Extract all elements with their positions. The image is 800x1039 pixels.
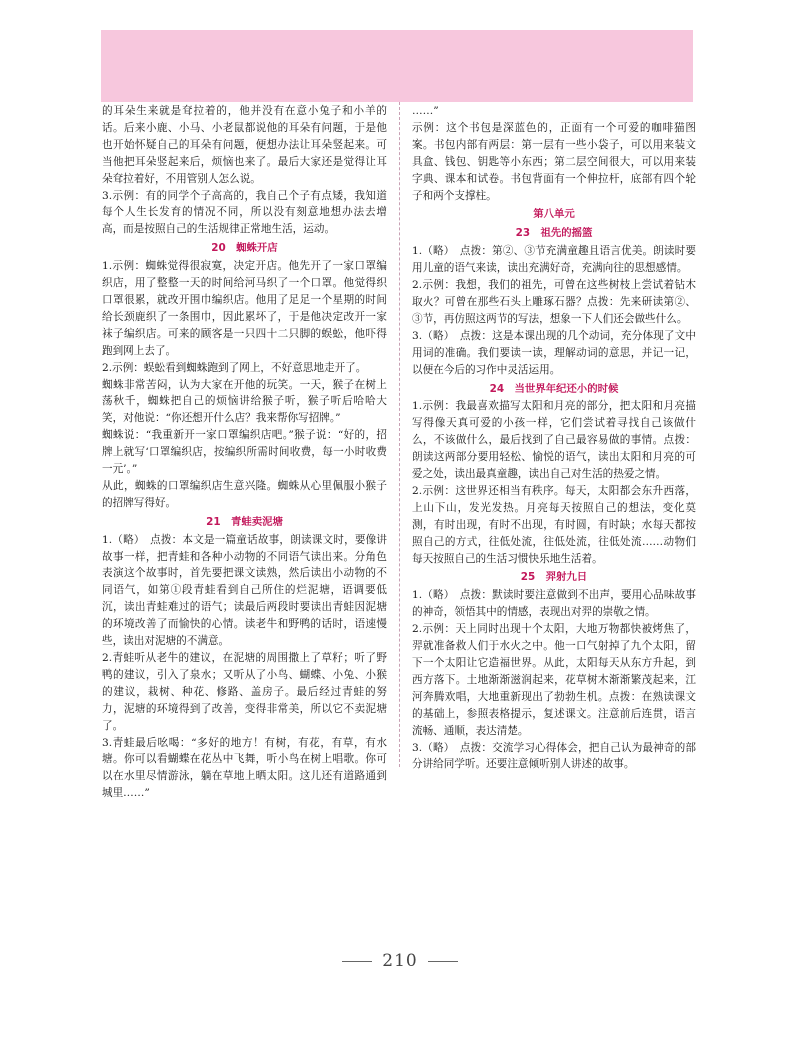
- footer-rule-right: [428, 961, 458, 962]
- paragraph: 2.示例：天上同时出现十个太阳，大地万物都快被烤焦了，羿就准备救人们于水火之中。他一口气射掉了九个太阳，留下一个太阳让它造福世界。从此，太阳每天从东方升起，到西方落下。土地渐渐滋润起来，花草树木渐渐繁茂起来，江河奔腾欢唱，大地重新现出了勃勃生机。点拨：在熟读课文的基础上，参照表格提示，复述课文。注意前后连贯，语言流畅、通顺，表达清楚。: [412, 623, 696, 737]
- paragraph: 2.示例：我想，我们的祖先，可曾在这些树枝上尝试着钻木取火？可曾在那些石头上雕琢石器？点拨：先来研读第②、③节，再仿照这两节的写法，想象一下人们还会做些什么。: [412, 279, 696, 325]
- paragraph: 3.（略） 点拨：这是本课出现的几个动词，充分体现了文中用词的准确。我们要读一读，理解动词的意思，并记一记，以便在今后的习作中灵活运用。: [412, 329, 696, 376]
- footer-rule-left: [342, 961, 372, 962]
- paragraph: 蜘蛛非常苦闷，认为大家在开他的玩笑。一天，猴子在树上荡秋千，蜘蛛把自己的烦恼讲给猴子听，猴子听后哈哈大笑，对他说：“你还想开什么店？我来帮你写招牌。”: [102, 378, 387, 425]
- paragraph: 2.示例：这世界还相当有秩序。每天，太阳都会东升西落，上山下山，发光发热。月亮每天按照自己的想法，变化莫测，有时出现，有时不出现，有时圆，有时缺；水每天都按照自己的方式，往低处流，往低处流，往低处流……动物们每天按照自己的生活习惯快乐地生活着。: [412, 484, 696, 565]
- paragraph: 从此，蜘蛛的口罩编织店生意兴隆。蜘蛛从心里佩服小猴子的招牌写得好。: [102, 479, 387, 509]
- paragraph: 3.青蛙最后吆喝：“多好的地方！有树，有花，有草，有水塘。你可以看蝴蝶在花丛中飞舞，听小鸟在树上唱歌。你可以在水里尽情游泳，躺在草地上晒太阳。这儿还有道路通到城里……”: [102, 736, 387, 800]
- paragraph: 示例：这个书包是深蓝色的，正面有一个可爱的咖啡猫图案。书包内部有两层：第一层有一些小袋子，可以用来装文具盒、钱包、钥匙等小东西；第二层空间很大，可以用来装字典、课本和试卷。书包背面有一个伸拉杆，底部有四个轮子和两个支撑柱。: [412, 121, 696, 202]
- paragraph: 1.（略） 点拨：默读时要注意做到不出声，要用心品味故事的神奇，领悟其中的情感，表现出对羿的崇敬之情。: [412, 589, 696, 619]
- section-heading-25: 25 羿射九日: [520, 571, 588, 584]
- paragraph: 3.示例：有的同学个子高高的，我自己个子有点矮，我知道每个人生长发育的情况不同，所以没有刻意地想办法去增高，而是按照自己的生活规律正常地生活，运动。: [102, 189, 387, 236]
- paragraph: 1.（略） 点拨：第②、③节充满童趣且语言优美。朗读时要用儿童的语气来读，读出充满好奇，充满向往的思想感情。: [412, 245, 696, 275]
- unit-heading: 第八单元: [533, 208, 575, 221]
- paragraph: 3.（略） 点拨：交流学习心得体会，把自己认为最神奇的部分讲给同学听。还要注意倾听别人讲述的故事。: [412, 741, 696, 771]
- paragraph: 2.示例：蜈蚣看到蜘蛛跑到了网上，不好意思地走开了。: [102, 361, 367, 374]
- section-heading-21: 21 青蛙卖泥塘: [206, 515, 283, 528]
- header-band: [101, 30, 693, 102]
- section-heading-24: 24 当世界年纪还小的时候: [489, 382, 619, 395]
- page-number: 210: [382, 951, 418, 971]
- page-footer: [0, 951, 800, 971]
- section-heading-23: 23 祖先的摇篮: [515, 227, 593, 240]
- paragraph: 2.青蛙听从老牛的建议，在泥塘的周围撒上了草籽；听了野鸭的建议，引入了泉水；又听从了小鸟、蝴蝶、小兔、小猴的建议，栽树、种花、修路、盖房子。最后经过青蛙的努力，泥塘的环境得到了改善，变得非常美，所以它不卖泥塘了。: [102, 652, 387, 732]
- paragraph: 的耳朵生来就是耷拉着的，他并没有在意小兔子和小羊的话。后来小鹿、小马、小老鼠都说他的耳朵有问题，于是他也开始怀疑自己的耳朵有问题，便想办法让耳朵竖起来。可当他把耳朵竖起来后，烦恼也来了。最后大家还是觉得让耳朵耷拉着好，不用管别人怎么说。: [102, 105, 387, 185]
- column-divider: [399, 102, 400, 767]
- left-column: [102, 103, 387, 802]
- paragraph: 1.示例：我最喜欢描写太阳和月亮的部分，把太阳和月亮描写得像天真可爱的小孩一样，它们尝试着寻找自己该做什么，不该做什么，最后找到了自己最容易做的事情。点拨：朗读这两部分要用轻松、愉悦的语气，读出太阳和月亮的可爱之处，读出最真童趣，读出自己对生活的热爱之情。: [412, 400, 696, 481]
- section-heading-20: 20 蜘蛛开店: [211, 242, 278, 255]
- paragraph: ……”: [412, 105, 439, 117]
- paragraph: 1.（略） 点拨：本文是一篇童话故事，朗读课文时，要像讲故事一样，把青蛙和各种小动物的不同语气读出来。分角色表演这个故事时，首先要把课文读熟，然后读出小动物的不同语气，如第①段青蛙看到自己所住的烂泥塘，语调要低沉，读出青蛙难过的语气；读最后两段时要读出青蛙因泥塘的环境改善了而愉快的心情。读老牛和野鸭的话时，语速慢些，读出对泥塘的不满意。: [102, 533, 387, 648]
- paragraph: 蜘蛛说：“我重新开一家口罩编织店吧。”猴子说：“好的，招牌上就写‘口罩编织店，按编织所需时间收费，每一小时收费一元’。”: [102, 429, 387, 476]
- right-column: [412, 103, 696, 773]
- paragraph: 1.示例：蜘蛛觉得很寂寞，决定开店。他先开了一家口罩编织店，用了整整一天的时间给河马织了一个口罩。他觉得织口罩很累，就改开围巾编织店。他用了足足一个星期的时间给长颈鹿织了一条围巾，因此累坏了，于是他决定改开一家袜子编织店。可来的顾客是一只四十二只脚的蜈蚣，他吓得跑到网上去了。: [102, 260, 387, 357]
